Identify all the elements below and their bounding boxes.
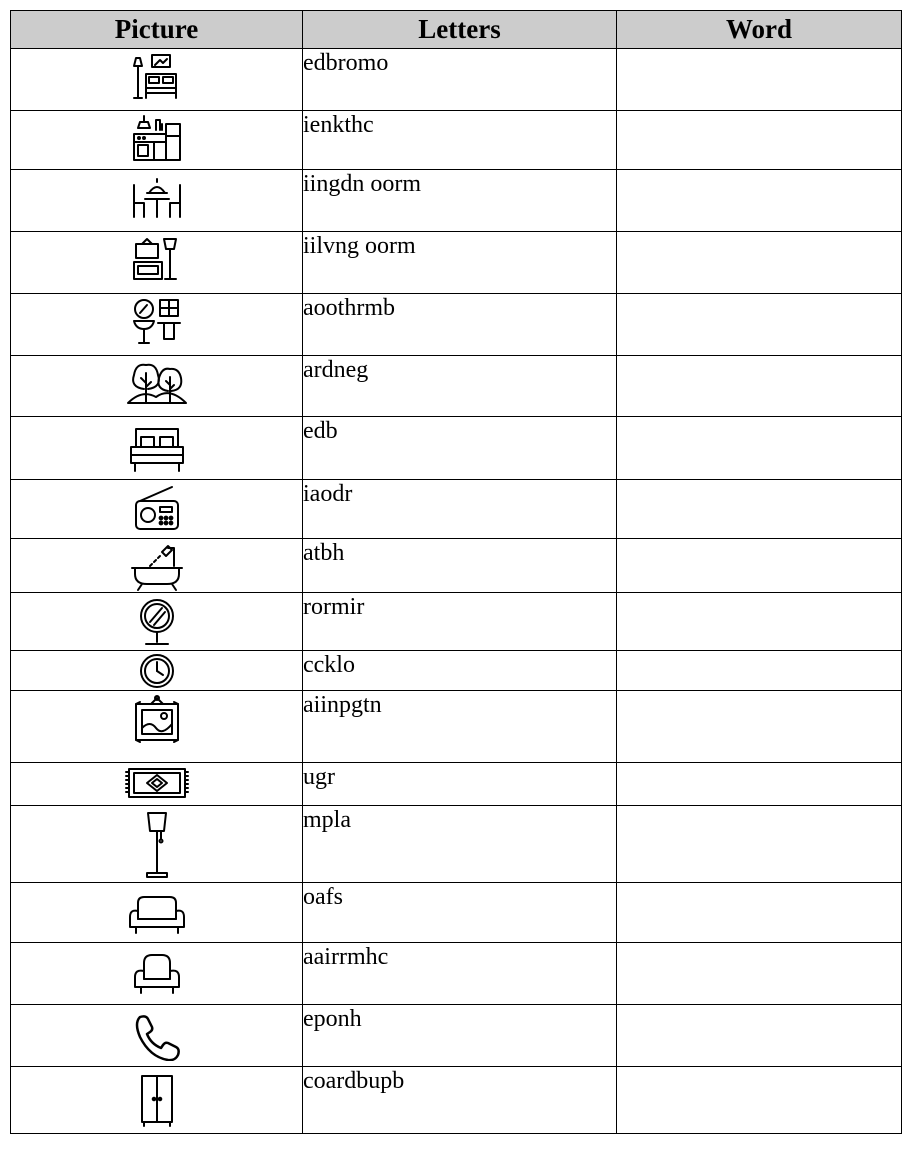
word-answer-cell[interactable] bbox=[617, 763, 902, 806]
sofa-icon bbox=[126, 889, 188, 939]
word-answer-cell[interactable] bbox=[617, 111, 902, 170]
word-answer-cell[interactable] bbox=[617, 651, 902, 691]
cupboard-icon bbox=[130, 1072, 184, 1130]
letters-header: Letters bbox=[303, 11, 617, 49]
picture-cell bbox=[11, 593, 303, 651]
word-answer-cell[interactable] bbox=[617, 232, 902, 294]
table-row bbox=[11, 691, 902, 763]
table-row bbox=[11, 1067, 902, 1134]
word-answer-cell[interactable] bbox=[617, 294, 902, 356]
living-room-icon bbox=[130, 235, 184, 285]
word-answer-cell[interactable] bbox=[617, 480, 902, 539]
letters-cell: rormir bbox=[303, 593, 617, 651]
table-row bbox=[11, 943, 902, 1005]
rug-icon bbox=[125, 766, 189, 800]
letters-cell: iingdn oorm bbox=[303, 170, 617, 232]
word-answer-cell[interactable] bbox=[617, 417, 902, 480]
table-row bbox=[11, 170, 902, 232]
picture-cell bbox=[11, 691, 303, 763]
header-row bbox=[11, 11, 902, 49]
word-answer-cell[interactable] bbox=[617, 806, 902, 883]
letters-cell: atbh bbox=[303, 539, 617, 593]
picture-cell bbox=[11, 417, 303, 480]
picture-cell bbox=[11, 883, 303, 943]
picture-cell bbox=[11, 1067, 303, 1134]
letters-cell: aairrmhc bbox=[303, 943, 617, 1005]
table-row bbox=[11, 356, 902, 417]
picture-cell bbox=[11, 294, 303, 356]
picture-cell bbox=[11, 480, 303, 539]
picture-cell bbox=[11, 170, 303, 232]
table-row bbox=[11, 763, 902, 806]
table-row bbox=[11, 417, 902, 480]
picture-cell bbox=[11, 111, 303, 170]
word-answer-cell[interactable] bbox=[617, 593, 902, 651]
mirror-icon bbox=[130, 596, 184, 648]
picture-header: Picture bbox=[11, 11, 303, 49]
armchair-icon bbox=[130, 949, 184, 999]
word-answer-cell[interactable] bbox=[617, 356, 902, 417]
letters-cell: aiinpgtn bbox=[303, 691, 617, 763]
picture-cell bbox=[11, 49, 303, 111]
table-row bbox=[11, 1005, 902, 1067]
letters-cell: mpla bbox=[303, 806, 617, 883]
table-row bbox=[11, 480, 902, 539]
garden-icon bbox=[126, 359, 188, 409]
letters-cell: ardneg bbox=[303, 356, 617, 417]
word-answer-cell[interactable] bbox=[617, 883, 902, 943]
letters-cell: ccklo bbox=[303, 651, 617, 691]
word-header: Word bbox=[617, 11, 902, 49]
painting-icon bbox=[130, 694, 184, 744]
picture-cell bbox=[11, 806, 303, 883]
picture-cell bbox=[11, 943, 303, 1005]
letters-cell: iilvng oorm bbox=[303, 232, 617, 294]
picture-cell bbox=[11, 651, 303, 691]
picture-cell bbox=[11, 763, 303, 806]
picture-cell bbox=[11, 356, 303, 417]
letters-cell: iaodr bbox=[303, 480, 617, 539]
word-answer-cell[interactable] bbox=[617, 1005, 902, 1067]
phone-icon bbox=[130, 1011, 184, 1061]
table-row bbox=[11, 806, 902, 883]
letters-cell: edb bbox=[303, 417, 617, 480]
kitchen-icon bbox=[130, 114, 184, 164]
word-answer-cell[interactable] bbox=[617, 170, 902, 232]
picture-cell bbox=[11, 232, 303, 294]
letters-cell: oafs bbox=[303, 883, 617, 943]
clock-icon bbox=[137, 653, 177, 689]
letters-cell: ugr bbox=[303, 763, 617, 806]
letters-cell: edbromo bbox=[303, 49, 617, 111]
bedroom-icon bbox=[130, 52, 184, 102]
bath-icon bbox=[126, 542, 188, 592]
table-row bbox=[11, 539, 902, 593]
dining-room-icon bbox=[130, 173, 184, 223]
word-answer-cell[interactable] bbox=[617, 943, 902, 1005]
word-answer-cell[interactable] bbox=[617, 539, 902, 593]
bathroom-icon bbox=[130, 297, 184, 347]
radio-icon bbox=[130, 483, 184, 533]
letters-cell: aoothrmb bbox=[303, 294, 617, 356]
word-answer-cell[interactable] bbox=[617, 691, 902, 763]
picture-cell bbox=[11, 539, 303, 593]
table-row bbox=[11, 232, 902, 294]
letters-cell: ienkthc bbox=[303, 111, 617, 170]
word-answer-cell[interactable] bbox=[617, 1067, 902, 1134]
table-row bbox=[11, 651, 902, 691]
table-row bbox=[11, 111, 902, 170]
letters-cell: eponh bbox=[303, 1005, 617, 1067]
word-scramble-table bbox=[10, 10, 902, 1134]
table-row bbox=[11, 294, 902, 356]
table-row bbox=[11, 593, 902, 651]
lamp-icon bbox=[137, 809, 177, 879]
picture-cell bbox=[11, 1005, 303, 1067]
letters-cell: coardbupb bbox=[303, 1067, 617, 1134]
table-row bbox=[11, 883, 902, 943]
word-answer-cell[interactable] bbox=[617, 49, 902, 111]
bed-icon bbox=[126, 423, 188, 477]
table-row bbox=[11, 49, 902, 111]
